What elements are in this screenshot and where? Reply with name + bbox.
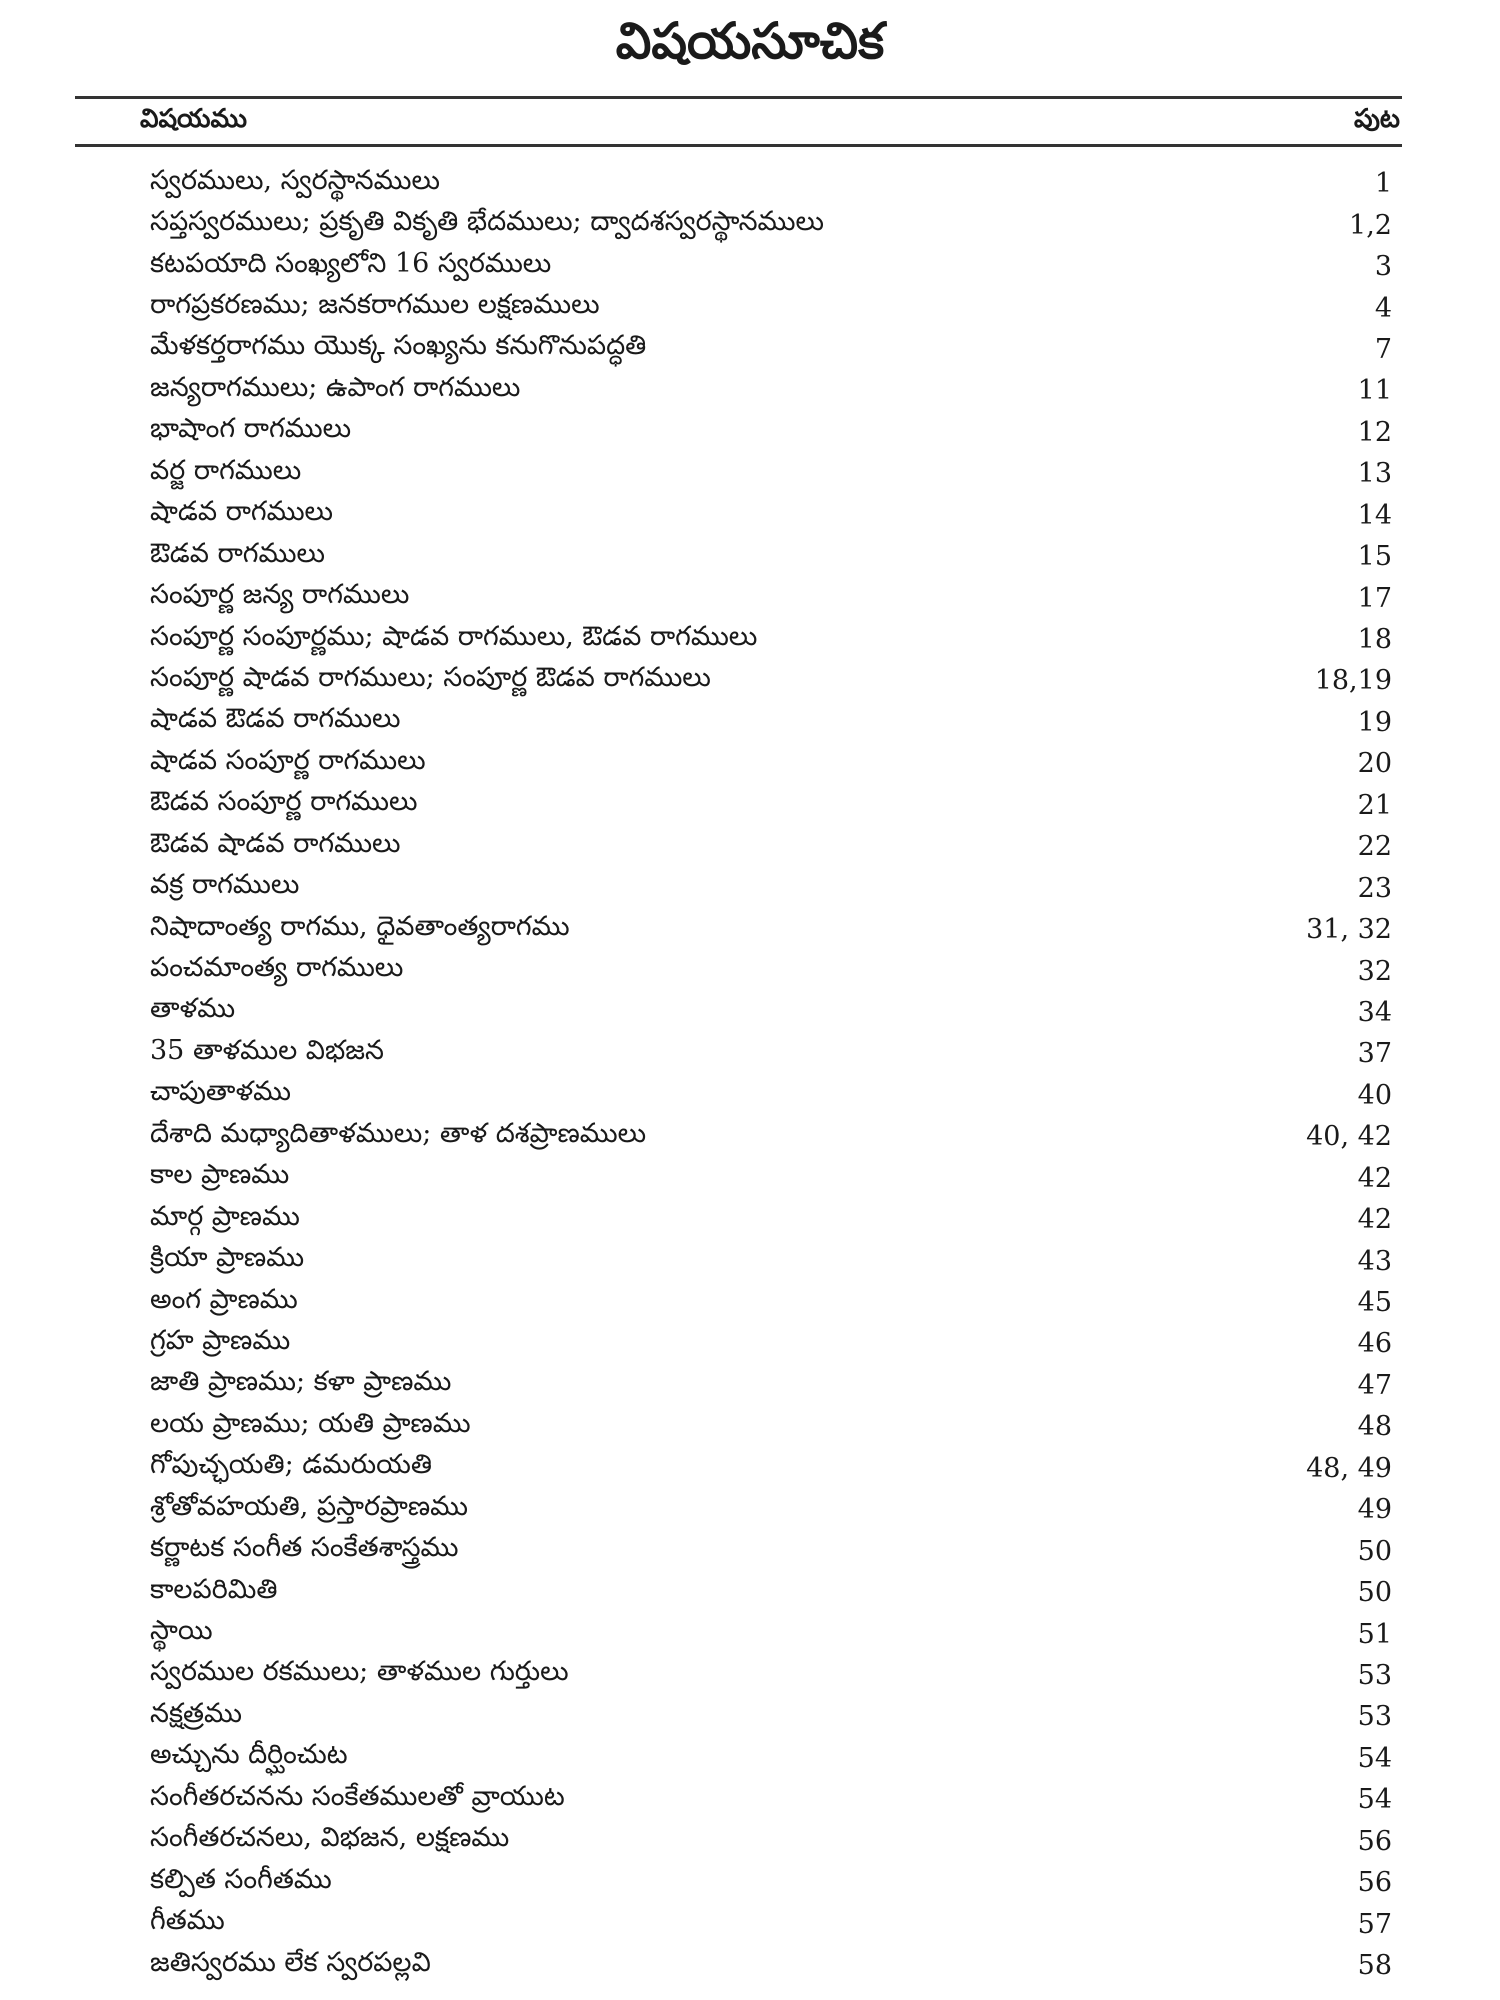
contents-entry	[150, 1655, 1392, 1696]
entry-subject: తాళము	[150, 993, 236, 1025]
contents-entry	[150, 950, 1392, 991]
entry-subject: జాతి ప్రాణము; కళా ప్రాణము	[150, 1366, 452, 1398]
subject-column-header: విషయము	[140, 104, 247, 134]
entry-subject: అంగ ప్రాణము	[150, 1283, 298, 1315]
contents-entry	[150, 867, 1392, 908]
contents-entry	[150, 1406, 1392, 1447]
entry-page: 15	[1357, 541, 1392, 573]
contents-entry	[150, 453, 1392, 494]
entry-page: 4	[1374, 292, 1392, 324]
entry-subject: క్రియా ప్రాణము	[150, 1242, 305, 1274]
contents-entry	[150, 1779, 1392, 1820]
contents-entry	[150, 1365, 1392, 1406]
contents-entry	[150, 536, 1392, 577]
entry-subject: గోపుచ్ఛయతి; డమరుయతి	[150, 1449, 432, 1481]
contents-entry	[150, 1116, 1392, 1157]
entry-subject: స్వరములు, స్వరస్థానములు	[150, 164, 440, 196]
entry-subject: జన్యరాగములు; ఉపాంగ రాగములు	[150, 371, 521, 403]
entry-subject: వక్ర రాగములు	[150, 869, 300, 901]
entry-page: 54	[1357, 1742, 1392, 1774]
contents-entry	[150, 1158, 1392, 1199]
entry-page: 22	[1357, 831, 1392, 863]
entry-subject: సంగీతరచనలు, విభజన, లక్షణము	[150, 1822, 510, 1854]
entry-page: 40	[1357, 1079, 1392, 1111]
entry-subject: షాడవ రాగములు	[150, 496, 334, 528]
entry-subject: షాడవ సంపూర్ణ రాగములు	[150, 744, 426, 776]
entry-page: 47	[1357, 1369, 1392, 1401]
contents-entry	[150, 1282, 1392, 1323]
contents-entry	[150, 1489, 1392, 1530]
entry-subject: స్వరముల రకములు; తాళముల గుర్తులు	[150, 1656, 569, 1688]
contents-entry	[150, 909, 1392, 950]
entry-subject: కటపయాది సంఖ్యలోని 16 స్వరములు	[150, 247, 552, 279]
entry-subject: స్థాయి	[150, 1615, 213, 1647]
entry-subject: చాపుతాళము	[150, 1076, 292, 1108]
entry-page: 18	[1357, 624, 1392, 656]
entry-subject: గ్రహ ప్రాణము	[150, 1324, 291, 1356]
entry-page: 57	[1357, 1908, 1392, 1940]
entry-subject: సంపూర్ణ షాడవ రాగములు; సంపూర్ణ ఔడవ రాగములు	[150, 661, 711, 693]
contents-entry	[150, 204, 1392, 245]
entry-page: 21	[1357, 789, 1392, 821]
contents-entry	[150, 287, 1392, 328]
contents-entry	[150, 660, 1392, 701]
entry-subject: సంపూర్ణ సంపూర్ణము; షాడవ రాగములు, ఔడవ రాగములు	[150, 620, 758, 652]
entry-subject: నక్షత్రము	[150, 1697, 242, 1729]
entry-subject: సప్తస్వరములు; ప్రకృతి వికృతి భేదములు; ద్వాదశస్వరస్థానములు	[150, 206, 824, 238]
entry-page: 19	[1357, 706, 1392, 738]
contents-entry	[150, 1530, 1392, 1571]
entry-subject: సంపూర్ణ జన్య రాగములు	[150, 579, 410, 611]
entry-subject: నిషాదాంత్య రాగము, ధైవతాంత్యరాగము	[150, 910, 570, 942]
contents-entry	[150, 826, 1392, 867]
entry-page: 20	[1357, 748, 1392, 780]
entry-page: 13	[1357, 458, 1392, 490]
entry-subject: కల్పిత సంగీతము	[150, 1863, 332, 1895]
contents-entry	[150, 1572, 1392, 1613]
entry-subject: ఔడవ సంపూర్ణ రాగములు	[150, 786, 418, 818]
entry-page: 54	[1357, 1784, 1392, 1816]
entry-page: 56	[1357, 1867, 1392, 1899]
contents-entry	[150, 1448, 1392, 1489]
contents-entry	[150, 785, 1392, 826]
contents-entry	[150, 619, 1392, 660]
entry-page: 42	[1357, 1162, 1392, 1194]
entry-page: 42	[1357, 1204, 1392, 1236]
contents-entry	[150, 163, 1392, 204]
contents-entry	[150, 1738, 1392, 1779]
entry-page: 48	[1357, 1411, 1392, 1443]
entry-page: 37	[1357, 1038, 1392, 1070]
entry-page: 58	[1357, 1950, 1392, 1982]
entry-page: 49	[1357, 1494, 1392, 1526]
entry-subject: షాడవ ఔడవ రాగములు	[150, 703, 401, 735]
entry-page: 50	[1357, 1577, 1392, 1609]
entry-page: 18,19	[1314, 665, 1392, 697]
entry-subject: కాలపరిమితి	[150, 1573, 278, 1605]
entry-page: 12	[1357, 416, 1392, 448]
entry-page: 46	[1357, 1328, 1392, 1360]
entry-page: 34	[1357, 996, 1392, 1028]
contents-entry	[150, 329, 1392, 370]
contents-entry	[150, 1696, 1392, 1737]
entry-page: 53	[1357, 1701, 1392, 1733]
entry-page: 14	[1357, 499, 1392, 531]
contents-entry	[150, 1903, 1392, 1944]
contents-entry	[150, 743, 1392, 784]
contents-entry	[150, 1613, 1392, 1654]
contents-entry	[150, 577, 1392, 618]
entry-page: 31, 32	[1306, 914, 1392, 946]
contents-entry	[150, 1323, 1392, 1364]
entry-subject: శ్రోతోవహయతి, ప్రస్తారప్రాణము	[150, 1490, 469, 1522]
entry-subject: మేళకర్తరాగము యొక్క సంఖ్యను కనుగొనుపద్ధతి	[150, 330, 647, 362]
entry-subject: గీతము	[150, 1905, 225, 1937]
entry-subject: కర్ణాటక సంగీత సంకేతశాస్త్రము	[150, 1532, 459, 1564]
contents-entry	[150, 1199, 1392, 1240]
contents-entry	[150, 370, 1392, 411]
contents-entry	[150, 246, 1392, 287]
contents-entry	[150, 1033, 1392, 1074]
entry-subject: భాషాంగ రాగములు	[150, 413, 352, 445]
entry-page: 53	[1357, 1659, 1392, 1691]
contents-entry	[150, 702, 1392, 743]
entry-page: 11	[1357, 375, 1392, 407]
entry-page: 50	[1357, 1535, 1392, 1567]
contents-entry	[150, 1075, 1392, 1116]
header-rule	[75, 144, 1402, 147]
entry-subject: వర్జ రాగములు	[150, 454, 302, 486]
entry-page: 3	[1374, 251, 1392, 283]
entry-page: 23	[1357, 872, 1392, 904]
entry-page: 43	[1357, 1245, 1392, 1277]
entry-subject: మార్గ ప్రాణము	[150, 1200, 300, 1232]
page-title: విషయసూచిక	[615, 12, 885, 70]
entry-subject: జతిస్వరము లేక స్వరపల్లవి	[150, 1946, 431, 1978]
contents-entry	[150, 495, 1392, 536]
entry-subject: సంగీతరచనను సంకేతములతో వ్రాయుట	[150, 1780, 565, 1812]
entry-subject: లయ ప్రాణము; యతి ప్రాణము	[150, 1407, 471, 1439]
entry-subject: ఔడవ రాగములు	[150, 537, 325, 569]
contents-entry	[150, 412, 1392, 453]
contents-entry	[150, 1821, 1392, 1862]
entry-subject: రాగప్రకరణము; జనకరాగముల లక్షణములు	[150, 289, 600, 321]
entry-page: 48, 49	[1306, 1452, 1392, 1484]
contents-entry	[150, 1945, 1392, 1986]
entry-page: 1,2	[1349, 209, 1392, 241]
entry-subject: దేశాది మధ్యాదితాళములు; తాళ దశప్రాణములు	[150, 1117, 647, 1149]
entry-page: 56	[1357, 1825, 1392, 1857]
entry-subject: పంచమాంత్య రాగములు	[150, 952, 404, 984]
contents-list	[150, 163, 1392, 1986]
entry-page: 51	[1357, 1618, 1392, 1650]
entry-page: 7	[1374, 333, 1392, 365]
entry-page: 45	[1357, 1287, 1392, 1319]
page-column-header: పుట	[1353, 104, 1400, 134]
contents-entry	[150, 1240, 1392, 1281]
entry-subject: ఔడవ షాడవ రాగములు	[150, 827, 401, 859]
entry-page: 40, 42	[1306, 1121, 1392, 1153]
top-rule	[75, 96, 1402, 99]
entry-page: 1	[1374, 168, 1392, 200]
contents-entry	[150, 992, 1392, 1033]
entry-page: 32	[1357, 955, 1392, 987]
entry-subject: అచ్చును దీర్ఘించుట	[150, 1739, 348, 1771]
entry-page: 17	[1357, 582, 1392, 614]
entry-subject: 35 తాళముల విభజన	[150, 1034, 384, 1066]
entry-subject: కాల ప్రాణము	[150, 1159, 290, 1191]
contents-entry	[150, 1862, 1392, 1903]
